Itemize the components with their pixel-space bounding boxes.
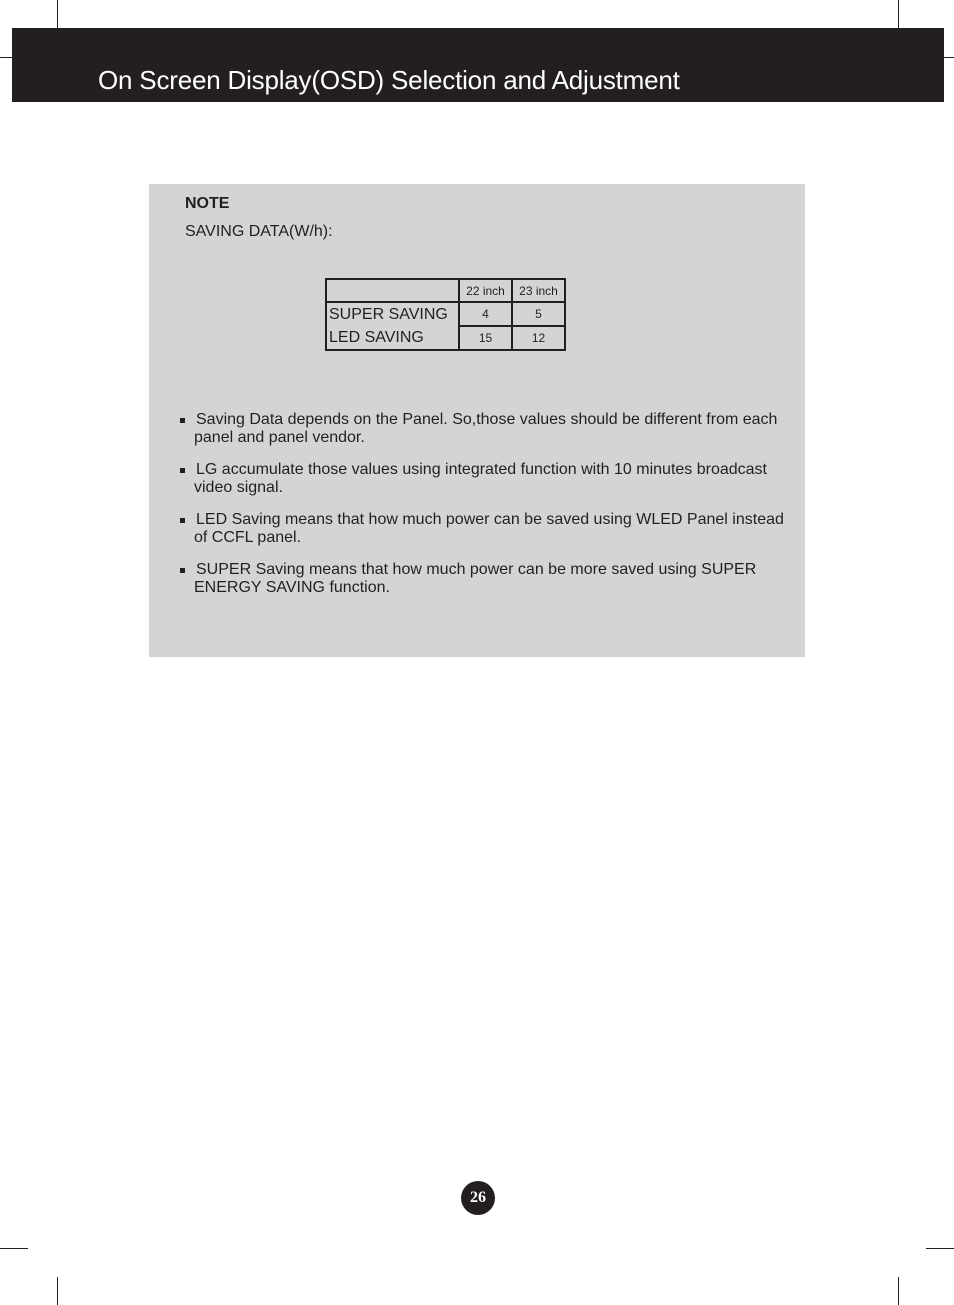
table-row	[326, 302, 565, 326]
list-item	[178, 411, 788, 447]
list-item-text: LG accumulate those values using integrated function with 10 minutes broadcast video signal.	[194, 461, 767, 496]
list-item-text: SUPER Saving means that how much power can be more saved using SUPER ENERGY SAVING function.	[194, 561, 757, 596]
square-bullet-icon	[180, 518, 185, 523]
square-bullet-icon	[180, 468, 185, 473]
list-item	[178, 561, 788, 597]
table-cell: 5	[512, 302, 565, 326]
page-title: On Screen Display(OSD) Selection and Adjustment	[98, 65, 680, 95]
table-cell: 12	[512, 326, 565, 350]
table-cell: 4	[459, 302, 512, 326]
list-item	[178, 461, 788, 497]
crop-mark	[898, 0, 899, 28]
table-cell: 15	[459, 326, 512, 350]
square-bullet-icon	[180, 568, 185, 573]
note-heading: NOTE	[185, 195, 230, 212]
list-item	[178, 511, 788, 547]
column-header: 22 inch	[459, 279, 512, 302]
crop-mark	[57, 1277, 58, 1305]
row-label: LED SAVING	[326, 326, 459, 350]
saving-data-table	[325, 278, 566, 351]
crop-mark	[57, 0, 58, 28]
square-bullet-icon	[180, 418, 185, 423]
crop-mark	[0, 1248, 28, 1249]
crop-mark	[898, 1277, 899, 1305]
list-item-text: LED Saving means that how much power can be saved using WLED Panel instead of CCFL panel.	[194, 511, 784, 546]
list-item-text: Saving Data depends on the Panel. So,those values should be different from each panel and panel vendor.	[194, 411, 778, 446]
column-header: 23 inch	[512, 279, 565, 302]
saving-data-label: SAVING DATA(W/h):	[185, 223, 333, 240]
table-corner-cell	[326, 279, 459, 302]
table-row	[326, 326, 565, 350]
page-number: 26	[461, 1181, 495, 1215]
note-bullet-list	[178, 411, 788, 611]
row-label: SUPER SAVING	[326, 302, 459, 326]
note-box	[149, 184, 805, 657]
crop-mark	[926, 1248, 954, 1249]
page-header	[12, 28, 944, 102]
table-header-row	[326, 279, 565, 302]
